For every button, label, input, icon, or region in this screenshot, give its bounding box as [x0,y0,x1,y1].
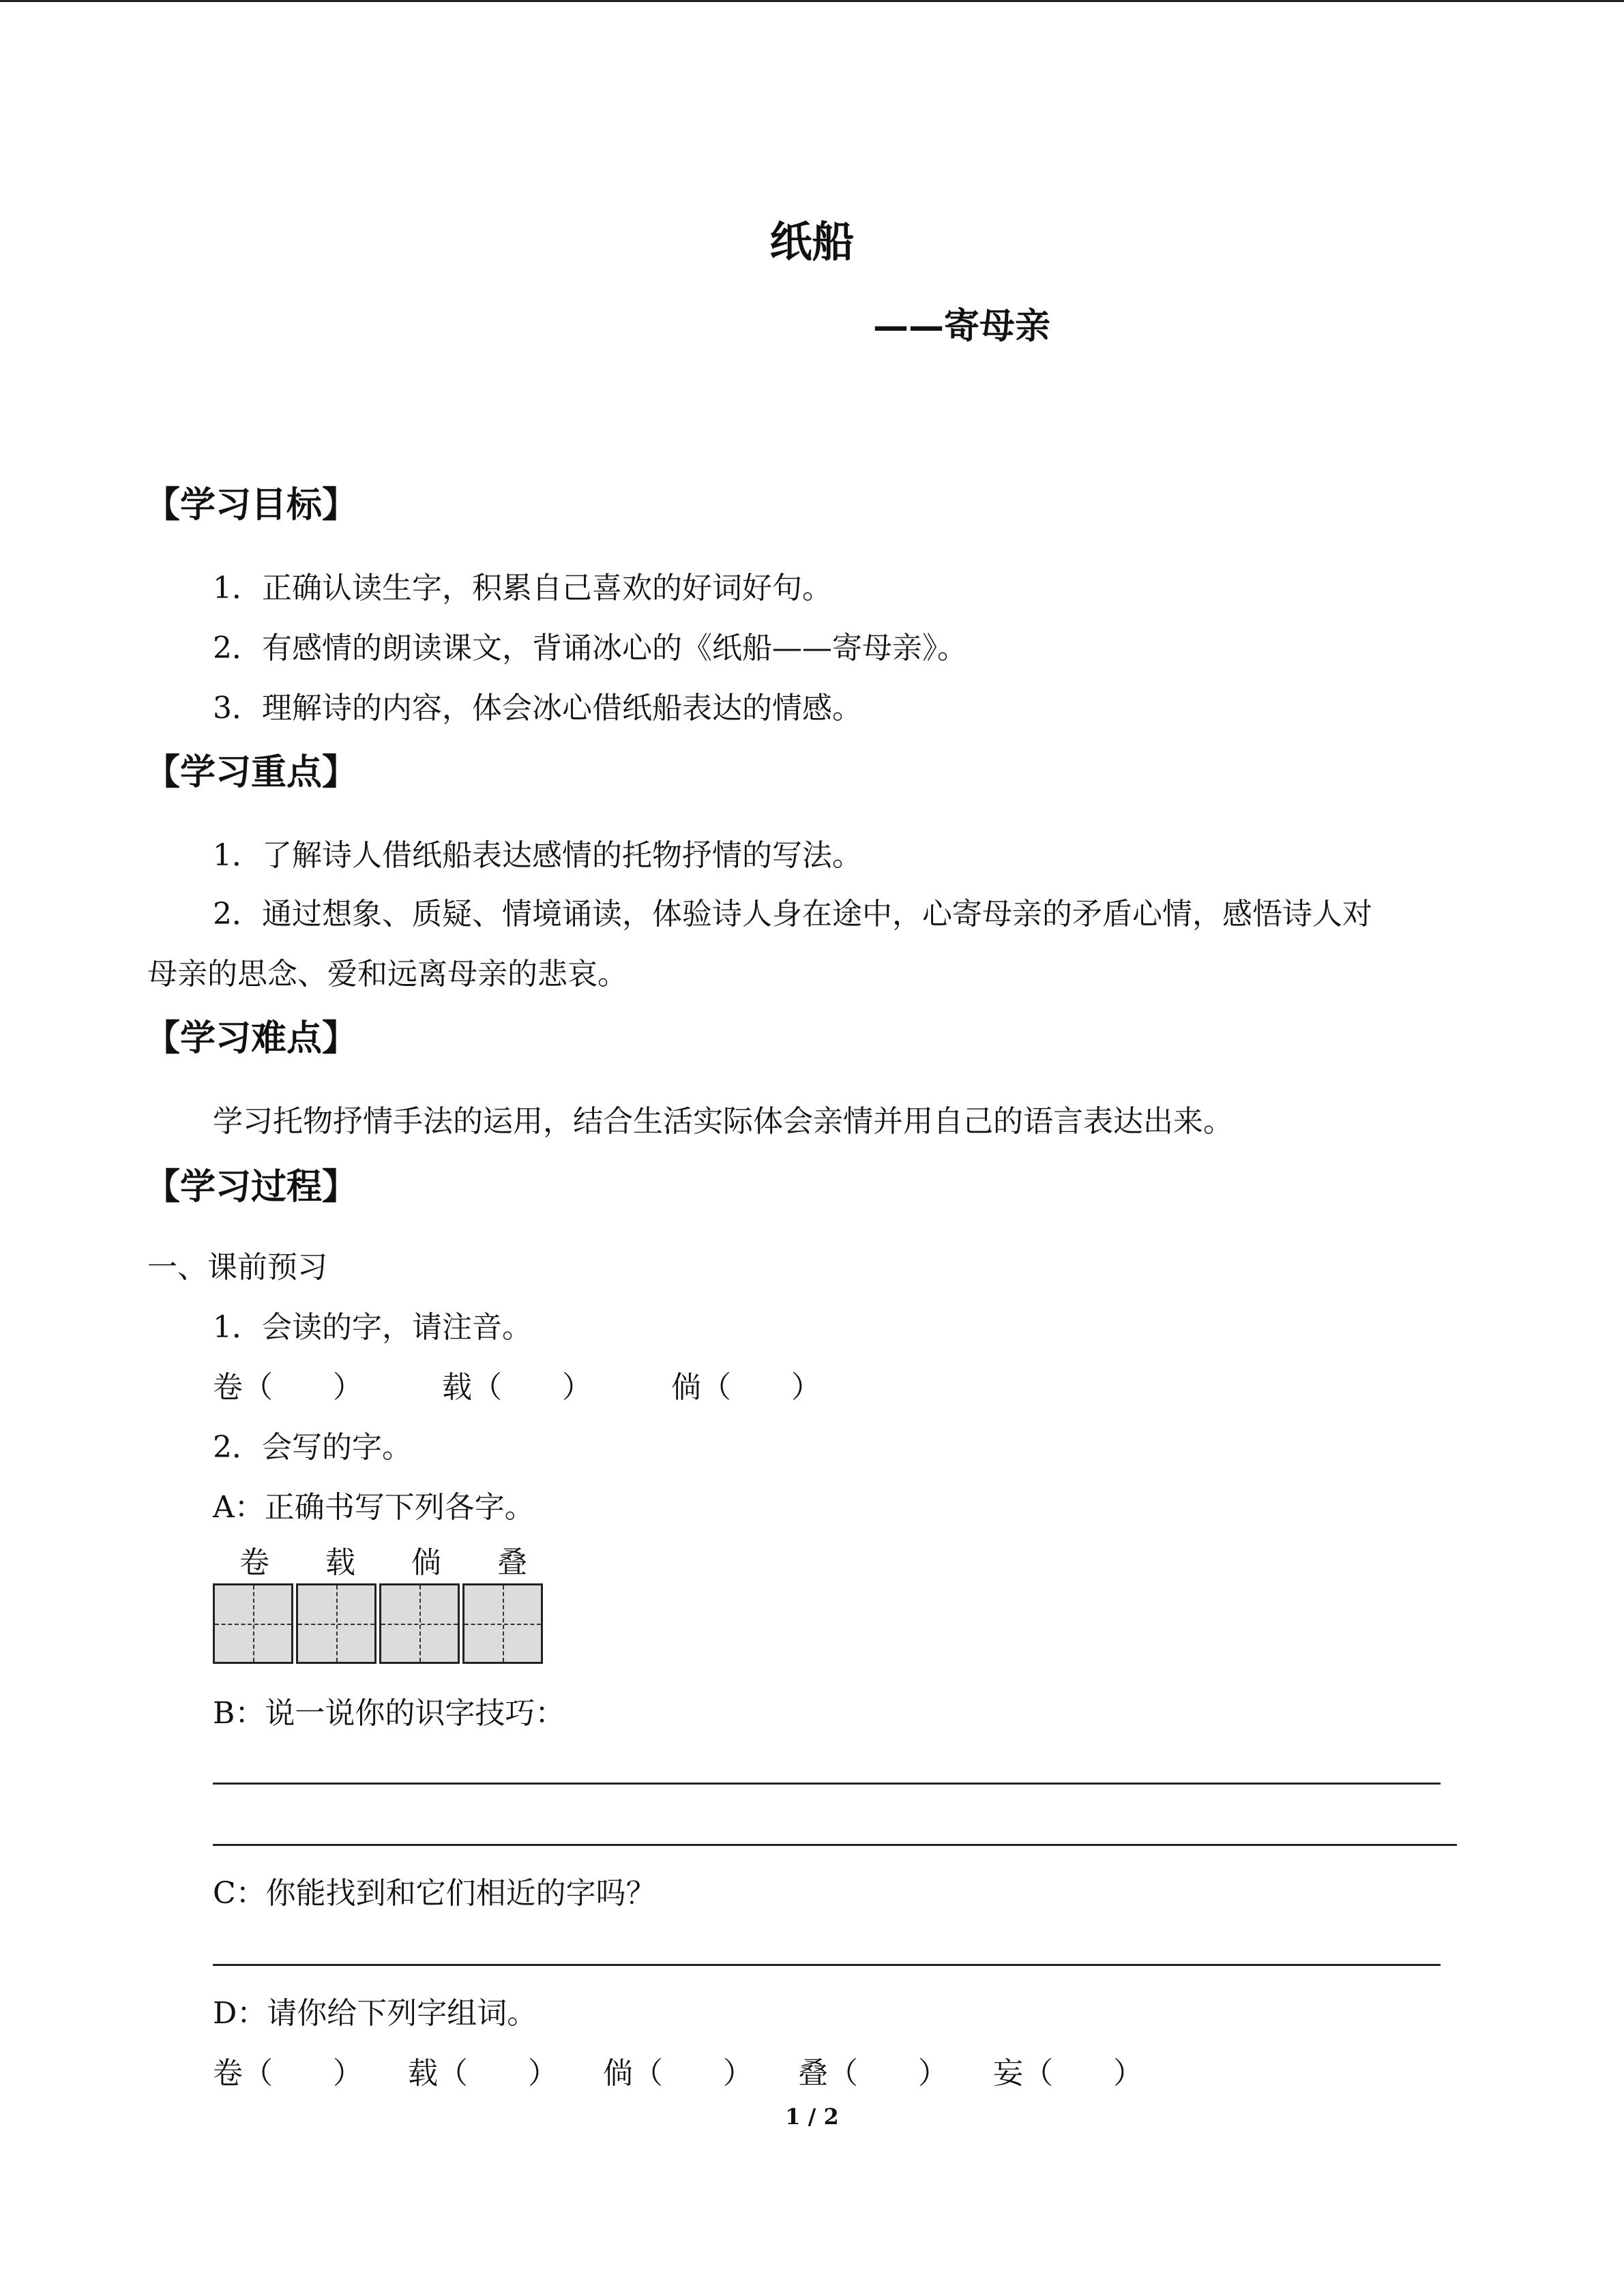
writing-cell[interactable] [213,1583,293,1664]
question-1: 1．会读的字，请注音。 [213,1310,532,1345]
word-item: 载（ ） [408,2056,558,2091]
word-item: 妄（ ） [993,2056,1143,2091]
pinyin-item: 卷（ ） [213,1370,363,1405]
answer-line[interactable] [213,1844,1457,1846]
grid-label: 倘 [411,1545,441,1580]
page-number: 1 / 2 [785,2104,839,2130]
keypoint-item: 2．通过想象、质疑、情境诵读，体验诗人身在途中，心寄母亲的矛盾心情，感悟诗人对 [213,897,1372,931]
section-heading-goals: 【学习目标】 [145,485,358,526]
pinyin-item: 载（ ） [442,1370,592,1405]
goal-item: 2．有感情的朗读课文，背诵冰心的《纸船——寄母亲》。 [213,631,967,666]
writing-grid [213,1583,543,1664]
section-heading-keypoints: 【学习重点】 [145,752,358,793]
pinyin-item: 倘（ ） [671,1370,821,1405]
keypoint-item: 1．了解诗人借纸船表达感情的托物抒情的写法。 [213,838,862,873]
writing-grid-labels [213,1538,554,1581]
top-border [0,0,1624,2]
process-part-title: 一、课前预习 [147,1250,327,1285]
section-heading-process: 【学习过程】 [145,1167,358,1208]
question-d: D：请你给下列字组词。 [213,1996,537,2031]
question-b: B：说一说你的识字技巧： [213,1696,565,1731]
page-subtitle: ——寄母亲 [873,306,1051,347]
question-c: C：你能找到和它们相近的字吗？ [213,1876,656,1911]
goal-item: 1．正确认读生字，积累自己喜欢的好词好句。 [213,571,832,606]
word-item: 卷（ ） [213,2056,363,2091]
answer-line[interactable] [213,1964,1441,1966]
page-title: 纸船 [769,217,855,267]
goal-item: 3．理解诗的内容，体会冰心借纸船表达的情感。 [213,691,862,726]
grid-label: 载 [325,1545,355,1580]
difficulty-text: 学习托物抒情手法的运用，结合生活实际体会亲情并用自己的语言表达出来。 [213,1104,1233,1139]
answer-line[interactable] [213,1783,1441,1785]
word-item: 倘（ ） [603,2056,753,2091]
keypoint-item-continued: 母亲的思念、爱和远离母亲的悲哀。 [147,957,628,992]
writing-cell[interactable] [379,1583,460,1664]
section-heading-difficulty: 【学习难点】 [145,1018,358,1059]
grid-label: 卷 [239,1545,269,1580]
question-a: A：正确书写下列各字。 [213,1490,535,1525]
word-item: 叠（ ） [798,2056,948,2091]
writing-cell[interactable] [462,1583,543,1664]
question-2: 2．会写的字。 [213,1430,412,1465]
grid-label: 叠 [497,1545,527,1580]
writing-cell[interactable] [296,1583,377,1664]
